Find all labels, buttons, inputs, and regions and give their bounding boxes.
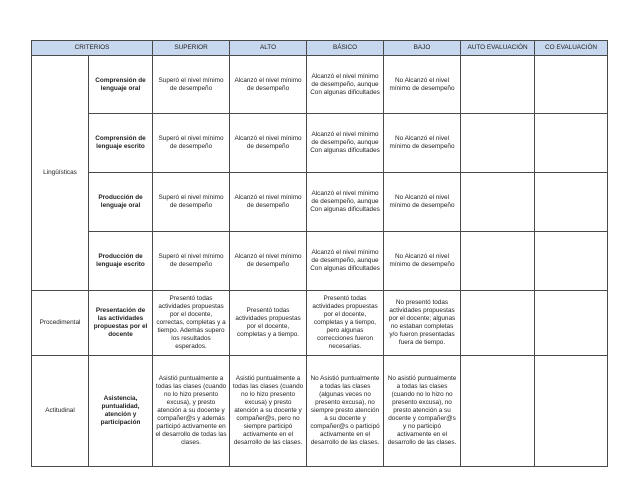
cell-bajo: No presentó todas actividades propuestas por el docente; algunas no estaban completas y/o fueron presentadas fuera de tiempo.	[384, 291, 461, 356]
cell-coevaluacion[interactable]	[535, 56, 608, 114]
rubric-table	[31, 40, 608, 467]
table-row	[32, 291, 608, 356]
cell-bajo: No Alcanzó el nivel mínimo de desempeño	[384, 173, 461, 232]
criterion-label: Comprensión de lenguaje oral	[89, 56, 153, 114]
table-row	[32, 173, 608, 232]
cell-coevaluacion[interactable]	[535, 173, 608, 232]
header-bajo: BAJO	[384, 41, 461, 56]
cell-basico: Alcanzó el nivel mínimo de desempeño, aunque Con algunas dificultades	[307, 232, 384, 291]
cell-autoevaluacion[interactable]	[461, 114, 535, 173]
category-procedimental: Procedimental	[32, 291, 89, 356]
cell-bajo: No Alcanzó el nivel mínimo de desempeño	[384, 232, 461, 291]
cell-alto: Asistió puntualmente a todas las clases (cuando no lo hizo presento excusa) y presto atención a su docente y compañer@s, pero no siempre participó activamente en el desarrollo de las clases.	[230, 356, 307, 467]
cell-bajo: No Alcanzó el nivel mínimo de desempeño	[384, 114, 461, 173]
header-criterios: CRITERIOS	[32, 41, 153, 56]
table-row	[32, 356, 608, 467]
header-autoevaluacion: AUTO EVALUACIÓN	[461, 41, 535, 56]
cell-coevaluacion[interactable]	[535, 291, 608, 356]
cell-basico: Alcanzó el nivel mínimo de desempeño, aunque Con algunas dificultades	[307, 114, 384, 173]
cell-alto: Alcanzó el nivel mínimo de desempeño	[230, 56, 307, 114]
cell-autoevaluacion[interactable]	[461, 356, 535, 467]
cell-coevaluacion[interactable]	[535, 232, 608, 291]
table-row	[32, 232, 608, 291]
cell-alto: Alcanzó el nivel mínimo de desempeño	[230, 173, 307, 232]
cell-superior: Superó el nivel mínimo de desempeño	[153, 56, 230, 114]
cell-alto: Presentó todas actividades propuestas por el docente, completas y a tiempo.	[230, 291, 307, 356]
header-superior: SUPERIOR	[153, 41, 230, 56]
criterion-label: Asistencia, puntualidad, atención y participación	[89, 356, 153, 467]
cell-bajo: No Alcanzó el nivel mínimo de desempeño	[384, 56, 461, 114]
header-alto: ALTO	[230, 41, 307, 56]
criterion-label: Producción de lenguaje oral	[89, 173, 153, 232]
cell-alto: Alcanzó el nivel mínimo de desempeño	[230, 232, 307, 291]
table-row	[32, 56, 608, 114]
cell-basico: Presentó todas actividades propuestas por el docente, completas y a tiempo, pero algunas correcciones fueron necesarias.	[307, 291, 384, 356]
cell-alto: Alcanzó el nivel mínimo de desempeño	[230, 114, 307, 173]
cell-autoevaluacion[interactable]	[461, 232, 535, 291]
cell-bajo: No asistió puntualmente a todas las clases (cuando no lo hizo no presento excusa), no presto atención a su docente y compañer@s y no participó activamente en el desarrollo de las clases.	[384, 356, 461, 467]
cell-superior: Superó el nivel mínimo de desempeño	[153, 173, 230, 232]
cell-basico: No Asistió puntualmente a todas las clases (algunas veces no presento excusa), no siempre presto atención a su docente y compañer@s o participó activamente en el desarrollo de las clases.	[307, 356, 384, 467]
criterion-label: Comprensión de lenguaje escrito	[89, 114, 153, 173]
cell-superior: Superó el nivel mínimo de desempeño	[153, 114, 230, 173]
cell-autoevaluacion[interactable]	[461, 56, 535, 114]
cell-basico: Alcanzó el nivel mínimo de desempeño, aunque Con algunas dificultades	[307, 56, 384, 114]
cell-autoevaluacion[interactable]	[461, 173, 535, 232]
cell-superior: Superó el nivel mínimo de desempeño	[153, 232, 230, 291]
cell-coevaluacion[interactable]	[535, 356, 608, 467]
header-row	[32, 41, 608, 56]
criterion-label: Presentación de las actividades propuestas por el docente	[89, 291, 153, 356]
category-linguisticas: Lingüísticas	[32, 56, 89, 291]
header-basico: BÁSICO	[307, 41, 384, 56]
table-row	[32, 114, 608, 173]
cell-autoevaluacion[interactable]	[461, 291, 535, 356]
header-coevaluacion: CO EVALUACIÓN	[535, 41, 608, 56]
cell-superior: Presentó todas actividades propuestas por el docente, correctas, completas y a tiempo. Además supero los resultados esperados.	[153, 291, 230, 356]
criterion-label: Producción de lenguaje escrito	[89, 232, 153, 291]
cell-coevaluacion[interactable]	[535, 114, 608, 173]
cell-basico: Alcanzó el nivel mínimo de desempeño, aunque Con algunas dificultades	[307, 173, 384, 232]
cell-superior: Asistió puntualmente a todas las clases (cuando no lo hizo presento excusa), y presto atención a su docente y compañer@s y además participó activamente en el desarrollo de todas las clases.	[153, 356, 230, 467]
category-actitudinal: Actitudinal	[32, 356, 89, 467]
